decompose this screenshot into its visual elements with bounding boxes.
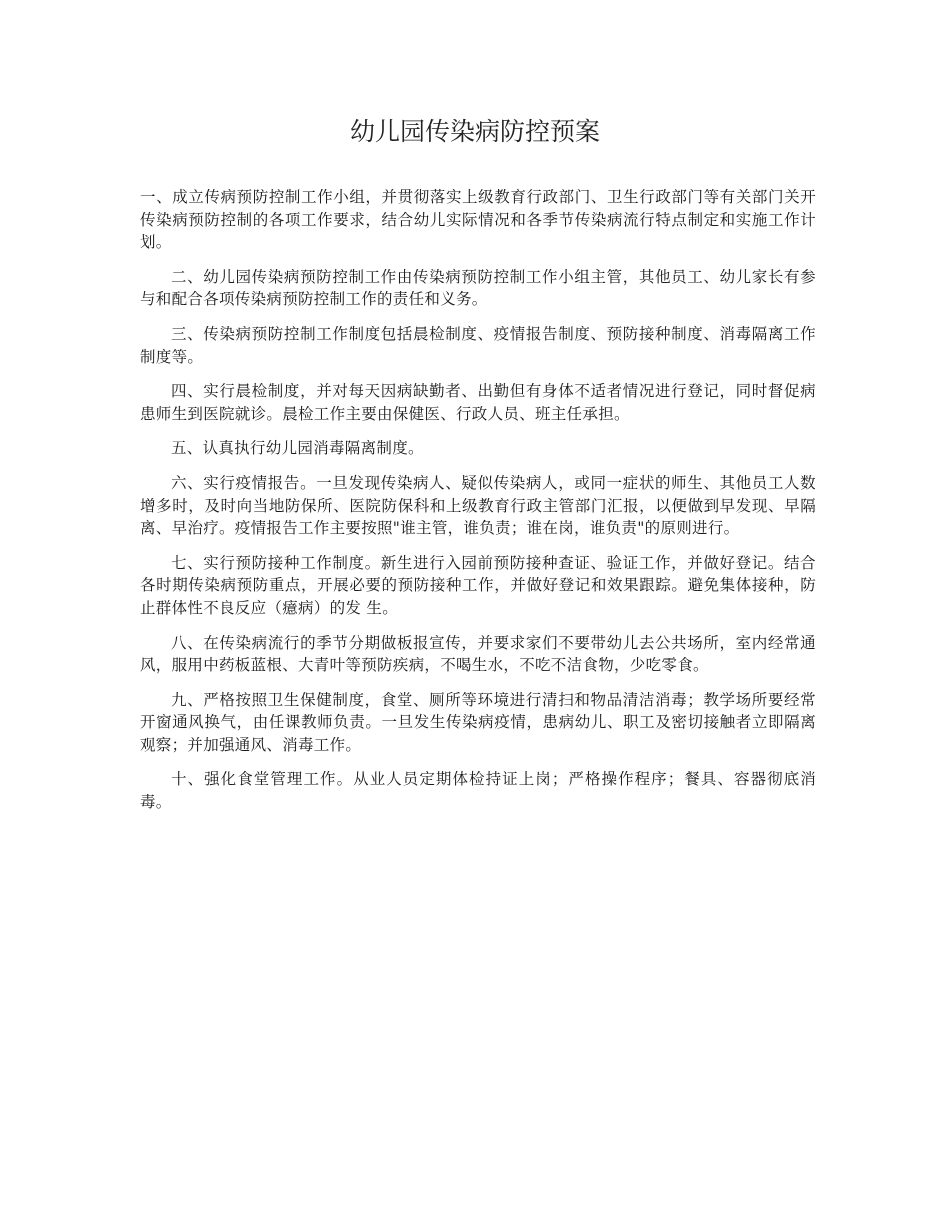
paragraph-1: 一、成立传病预防控制工作小组，并贯彻落实上级教育行政部门、卫生行政部门等有关部门关开传染病预防控制的各项工作要求，结合幼儿实际情况和各季节传染病流行特点制定和实施工作计划。 [140, 188, 816, 252]
document-title: 幼儿园传染病防控预案 [349, 117, 600, 146]
paragraph-9: 九、严格按照卫生保健制度，食堂、厕所等环境进行清扫和物品清洁消毒；教学场所要经常开窗通风换气，由任课教师负责。一旦发生传染病疫情，患病幼儿、职工及密切接触者立即隔离观察；并加强通风、消毒工作。 [140, 690, 816, 754]
paragraph-2: 二、幼儿园传染病预防控制工作由传染病预防控制工作小组主管，其他员工、幼儿家长有参与和配合各项传染病预防控制工作的责任和义务。 [140, 267, 816, 309]
paragraph-7: 七、实行预防接种工作制度。新生进行入园前预防接种查证、验证工作，并做好登记。结合各时期传染病预防重点，开展必要的预防接种工作，并做好登记和效果跟踪。避免集体接种，防止群体性不良反应（癔病）的发 生。 [140, 553, 816, 617]
paragraph-8: 八、在传染病流行的季节分期做板报宣传，并要求家们不要带幼儿去公共场所，室内经常通风，服用中药板蓝根、大青叶等预防疾病，不喝生水，不吃不洁食物，少吃零食。 [140, 633, 816, 675]
paragraph-4: 四、实行晨检制度，并对每天因病缺勤者、出勤但有身体不适者情况进行登记，同时督促病患师生到医院就诊。晨检工作主要由保健医、行政人员、班主任承担。 [140, 382, 816, 423]
paragraph-10: 十、强化食堂管理工作。从业人员定期体检持证上岗；严格操作程序；餐具、容器彻底消毒。 [140, 770, 816, 812]
paragraph-3: 三、传染病预防控制工作制度包括晨检制度、疫情报告制度、预防接种制度、消毒隔离工作制度等。 [140, 324, 816, 366]
paragraph-5: 五、认真执行幼儿园消毒隔离制度。 [171, 439, 424, 458]
paragraph-6: 六、实行疫情报告。一旦发现传染病人、疑似传染病人，或同一症状的师生、其他员工人数增多时，及时向当地防保所、医院防保科和上级教育行政主管部门汇报，以便做到早发现、早隔离、早治疗。疫情报告工作主要按照"谁主管，谁负责；谁在岗，谁负责"的原则进行。 [140, 473, 816, 538]
document-body [140, 186, 816, 826]
